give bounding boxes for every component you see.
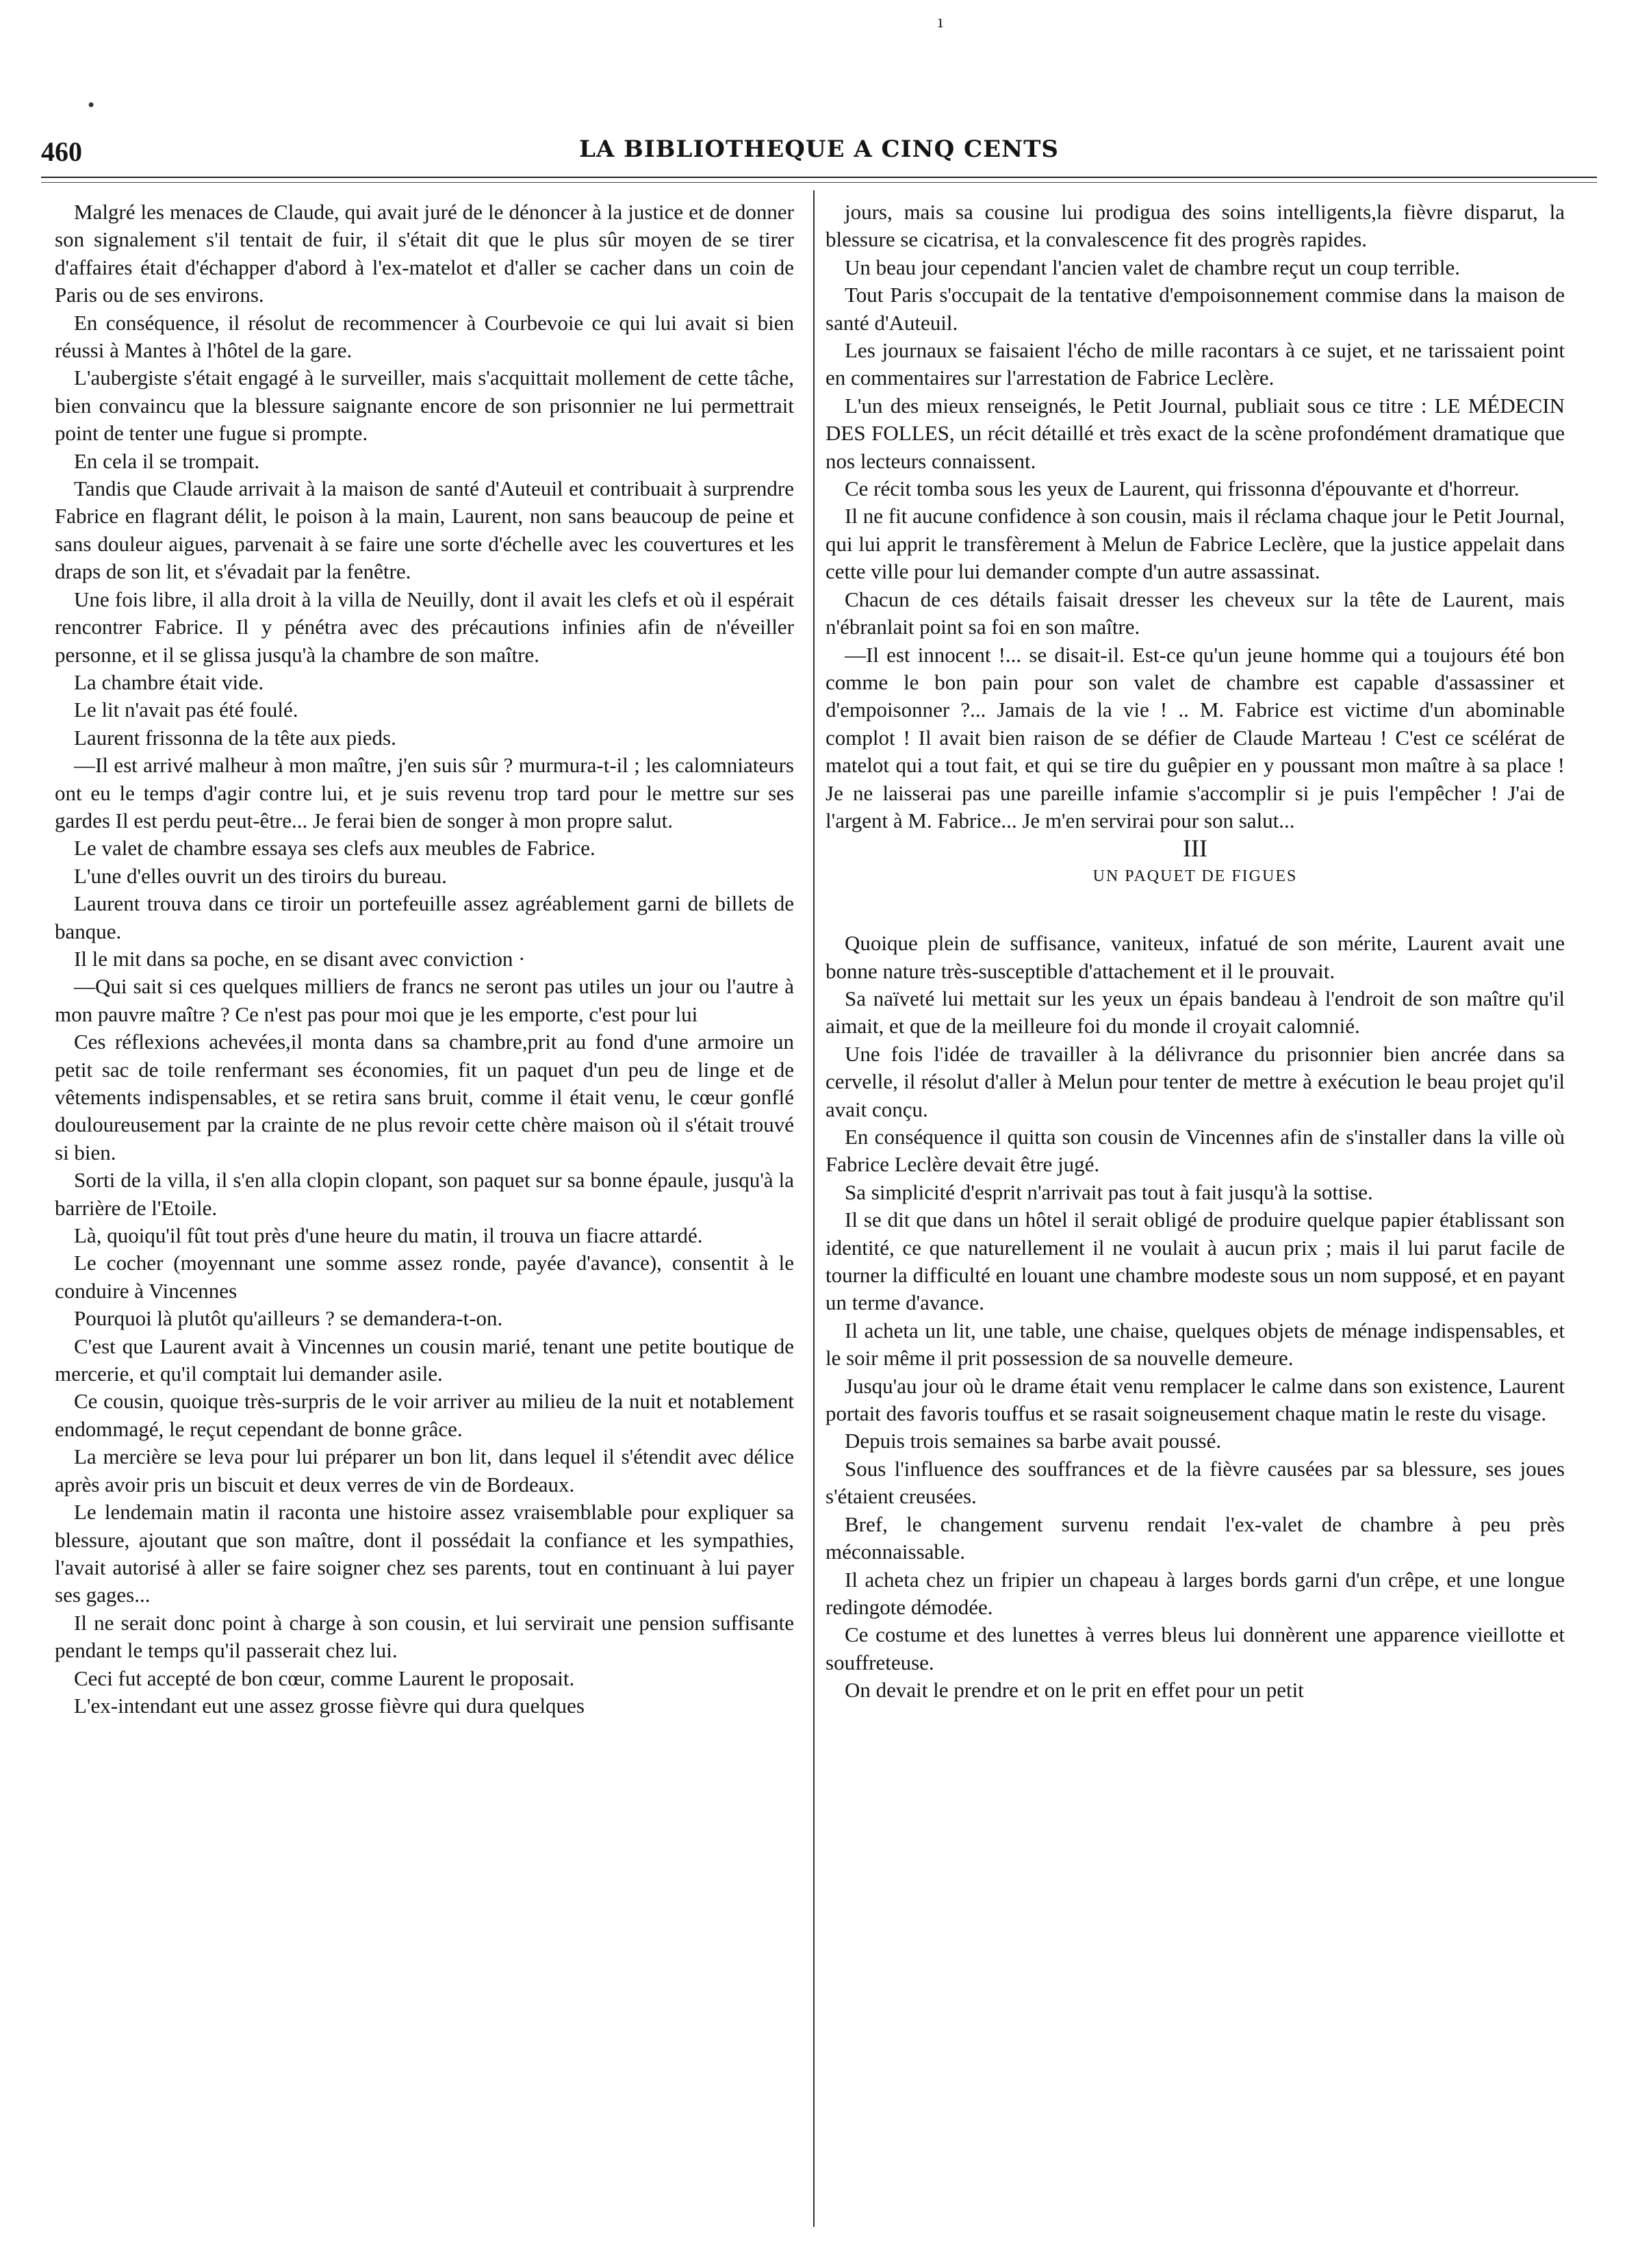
paragraph: Il ne serait donc point à charge à son cousin, et lui servirait une pension suffisante pendant le temps qu'il passerait chez lui. bbox=[55, 1610, 794, 1663]
paragraph: En cela il se trompait. bbox=[74, 448, 260, 473]
paragraph: Laurent trouva dans ce tiroir un portefeuille assez agréablement garni de billets de banque. bbox=[55, 891, 794, 943]
paragraph: L'aubergiste s'était engagé à le surveiller, mais s'acquittait mollement de cette tâche, bien convaincu que la blessure saignante encore de son prisonnier ne lui permettrait point de tenter une fugue si prompte. bbox=[55, 366, 794, 446]
paragraph: L'une d'elles ouvrit un des tiroirs du bureau. bbox=[74, 863, 447, 888]
paragraph: Le lendemain matin il raconta une histoire assez vraisemblable pour expliquer sa blessure, ajoutant que son maître, dont il possédait la confiance et les sympathies, l'avait autorisé à aller se faire soigner chez ses parents, tout en continuant à lui payer ses gages... bbox=[55, 1500, 794, 1607]
paragraph: —Il est arrivé malheur à mon maître, j'en suis sûr ? murmura-t-il ; les calomniateurs ont eu le temps d'agir contre lui, et je suis revenu trop tard pour le mettre sur ses gardes Il est perdu peut-être... Je ferai bien de songer à mon propre salut. bbox=[55, 753, 794, 832]
paragraph: Pourquoi là plutôt qu'ailleurs ? se demandera-t-on. bbox=[74, 1306, 503, 1331]
paragraph: Une fois l'idée de travailler à la délivrance du prisonnier bien ancrée dans sa cervelle, il résolut d'aller à Melun pour tenter de mettre à exécution le beau projet qu'il avait conçu. bbox=[826, 1041, 1565, 1121]
stray-mark-top: ı bbox=[938, 12, 943, 31]
paragraph: Sorti de la villa, il s'en alla clopin clopant, son paquet sur sa bonne épaule, jusqu'à la barrière de l'Etoile. bbox=[55, 1168, 794, 1220]
paragraph: Là, quoiqu'il fût tout près d'une heure du matin, il trouva un fiacre attardé. bbox=[74, 1223, 703, 1248]
paragraph: Il le mit dans sa poche, en se disant avec conviction · bbox=[74, 946, 526, 971]
paragraph: Le lit n'avait pas été foulé. bbox=[74, 698, 298, 722]
paragraph: Il se dit que dans un hôtel il serait obligé de produire quelque papier établissant son identité, ce que naturellement il ne voulait à aucun prix ; mais il lui parut facile de tourner la difficulté en louant une chambre modeste sous un nom supposé, et en payant un terme d'avance. bbox=[826, 1208, 1565, 1315]
paragraph: Un beau jour cependant l'ancien valet de chambre reçut un coup terrible. bbox=[845, 255, 1461, 279]
paragraph: Ceci fut accepté de bon cœur, comme Laurent le proposait. bbox=[74, 1666, 575, 1690]
right-column-before-chapter bbox=[826, 199, 1565, 834]
paragraph: Il acheta chez un fripier un chapeau à larges bords garni d'un crêpe, et une longue redingote démodée. bbox=[826, 1567, 1565, 1619]
stray-mark-left: • bbox=[86, 96, 97, 115]
paragraph: Sa simplicité d'esprit n'arrivait pas tout à fait jusqu'à la sottise. bbox=[845, 1180, 1373, 1204]
column-divider bbox=[813, 190, 815, 2227]
paragraph: Laurent frissonna de la tête aux pieds. bbox=[74, 725, 396, 750]
paragraph: Chacun de ces détails faisait dresser les cheveux sur la tête de Laurent, mais n'ébranlait point sa foi en son maître. bbox=[826, 587, 1565, 639]
paragraph: Ces réflexions achevées,il monta dans sa chambre,prit au fond d'une armoire un petit sac de toile renfermant ses économies, fit un paquet d'un peu de linge et de vêtements indispensables, et se retira sans bruit, comme il était venu, le cœur gonflé douloureusement par la crainte de ne plus revoir cette chère maison où il s'était trouvé si bien. bbox=[55, 1030, 794, 1164]
paragraph: Il ne fit aucune confidence à son cousin, mais il réclama chaque jour le Petit Journal, qui lui apprit le transfèrement à Melun de Fabrice Leclère, que la justice appelait dans cette ville pour lui demander compte d'un autre assassinat. bbox=[826, 504, 1565, 584]
page-number: 460 bbox=[41, 136, 82, 167]
header-rule bbox=[41, 177, 1597, 183]
paragraph: Sa naïveté lui mettait sur les yeux un épais bandeau à l'endroit de son maître qu'il aimait, et que de la meilleure foi du monde il croyait calomnié. bbox=[826, 986, 1565, 1039]
chapter-number: III bbox=[1183, 834, 1207, 863]
paragraph: En conséquence il quitta son cousin de Vincennes afin de s'installer dans la ville où Fabrice Leclère devait être jugé. bbox=[826, 1125, 1565, 1177]
paragraph: Le valet de chambre essaya ses clefs aux meubles de Fabrice. bbox=[74, 836, 596, 861]
paragraph: La chambre était vide. bbox=[74, 670, 264, 694]
paragraph: Malgré les menaces de Claude, qui avait juré de le dénoncer à la justice et de donner son signalement s'il tentait de fuir, il s'était dit que le plus sûr moyen de se tirer d'affaires était d'échapper d'abord à l'ex-matelot et d'aller se cacher dans un coin de Paris ou de ses environs. bbox=[55, 200, 794, 307]
paragraph: On devait le prendre et on le prit en effet pour un petit bbox=[845, 1678, 1304, 1703]
chapter-title: UN PAQUET DE FIGUES bbox=[1092, 867, 1298, 885]
paragraph: Tandis que Claude arrivait à la maison de santé d'Auteuil et contribuait à surprendre Fabrice en flagrant délit, le poison à la main, Laurent, non sans beaucoup de peine et sans douleur aigues, parvenait à se faire une sorte d'échelle avec les couvertures et les draps de son lit, et s'évadait par la fenêtre. bbox=[55, 476, 794, 584]
paragraph: L'ex-intendant eut une assez grosse fièvre qui dura quelques bbox=[74, 1693, 585, 1718]
paragraph: C'est que Laurent avait à Vincennes un cousin marié, tenant une petite boutique de mercerie, et qu'il comptait lui demander asile. bbox=[55, 1334, 794, 1386]
left-column bbox=[55, 199, 794, 2241]
right-column-after-chapter bbox=[826, 930, 1565, 1704]
paragraph: L'un des mieux renseignés, le Petit Journal, publiait sous ce titre : LE MÉDECIN DES FOLLES, un récit détaillé et très exact de la scène profondément dramatique que nos lecteurs connaissent. bbox=[826, 393, 1565, 473]
paragraph: jours, mais sa cousine lui prodigua des soins intelligents,la fièvre disparut, la blessure se cicatrisa, et la convalescence fit des progrès rapides. bbox=[826, 200, 1565, 252]
paragraph: Depuis trois semaines sa barbe avait poussé. bbox=[845, 1429, 1222, 1453]
paragraph: En conséquence, il résolut de recommencer à Courbevoie ce qui lui avait si bien réussi à Mantes à l'hôtel de la gare. bbox=[55, 310, 794, 363]
paragraph: —Qui sait si ces quelques milliers de francs ne seront pas utiles un jour ou l'autre à mon pauvre maître ? Ce n'est pas pour moi que je les emporte, c'est pour lui bbox=[55, 974, 794, 1026]
paragraph: Le cocher (moyennant une somme assez ronde, payée d'avance), consentit à le conduire à Vincennes bbox=[55, 1251, 794, 1303]
right-column bbox=[826, 199, 1565, 2241]
paragraph: Sous l'influence des souffrances et de la fièvre causées par sa blessure, ses joues s'étaient creusées. bbox=[826, 1456, 1565, 1509]
page-header bbox=[41, 130, 1597, 171]
paragraph: Les journaux se faisaient l'écho de mille racontars à ce sujet, et ne tarissaient point en commentaires sur l'arrestation de Fabrice Leclère. bbox=[826, 338, 1565, 390]
paragraph: Ce récit tomba sous les yeux de Laurent, qui frissonna d'épouvante et d'horreur. bbox=[845, 476, 1520, 501]
paragraph: Ce cousin, quoique très-surpris de le voir arriver au milieu de la nuit et notablement endommagé, le reçut cependant de bonne grâce. bbox=[55, 1389, 794, 1441]
paragraph: Il acheta un lit, une table, une chaise, quelques objets de ménage indispensables, et le soir même il prit possession de sa nouvelle demeure. bbox=[826, 1318, 1565, 1371]
paragraph: Bref, le changement survenu rendait l'ex-valet de chambre à peu près méconnaissable. bbox=[826, 1512, 1565, 1564]
paragraph: Une fois libre, il alla droit à la villa de Neuilly, dont il avait les clefs et où il espérait rencontrer Fabrice. Il y pénétra avec des précautions infinies afin de n'éveiller personne, et il se glissa jusqu'à la chambre de son maître. bbox=[55, 587, 794, 667]
paragraph: Jusqu'au jour où le drame était venu remplacer le calme dans son existence, Laurent portait des favoris touffus et se rasait soigneusement chaque matin le reste du visage. bbox=[826, 1373, 1565, 1426]
paragraph: Tout Paris s'occupait de la tentative d'empoisonnement commise dans la maison de santé d'Auteuil. bbox=[826, 283, 1565, 335]
paragraph: Ce costume et des lunettes à verres bleus lui donnèrent une apparence vieillotte et souffreteuse. bbox=[826, 1622, 1565, 1674]
running-title: LA BIBLIOTHEQUE A CINQ CENTS bbox=[579, 136, 1059, 163]
paragraph: —Il est innocent !... se disait-il. Est-ce qu'un jeune homme qui a toujours été bon comme le bon pain pour son valet de chambre est capable d'assassiner et d'empoisonner ?... Jamais de la vie ! .. M. Fabrice est victime d'un abominable complot ! Il avait bien raison de se défier de Claude Marteau ! C'est ce scélérat de matelot qui a tout fait, et qui se tire du guêpier en y poussant mon maître à sa place ! Je ne laisserai pas une pareille infamie s'accomplir si je puis l'empêcher ! J'ai de l'argent à M. Fabrice... Je m'en servirai pour son salut... bbox=[826, 642, 1565, 832]
paragraph: Quoique plein de suffisance, vaniteux, infatué de son mérite, Laurent avait une bonne nature très-susceptible d'attachement et il le prouvait. bbox=[826, 931, 1565, 983]
paragraph: La mercière se leva pour lui préparer un bon lit, dans lequel il s'étendit avec délice après avoir pris un biscuit et deux verres de vin de Bordeaux. bbox=[55, 1444, 794, 1496]
